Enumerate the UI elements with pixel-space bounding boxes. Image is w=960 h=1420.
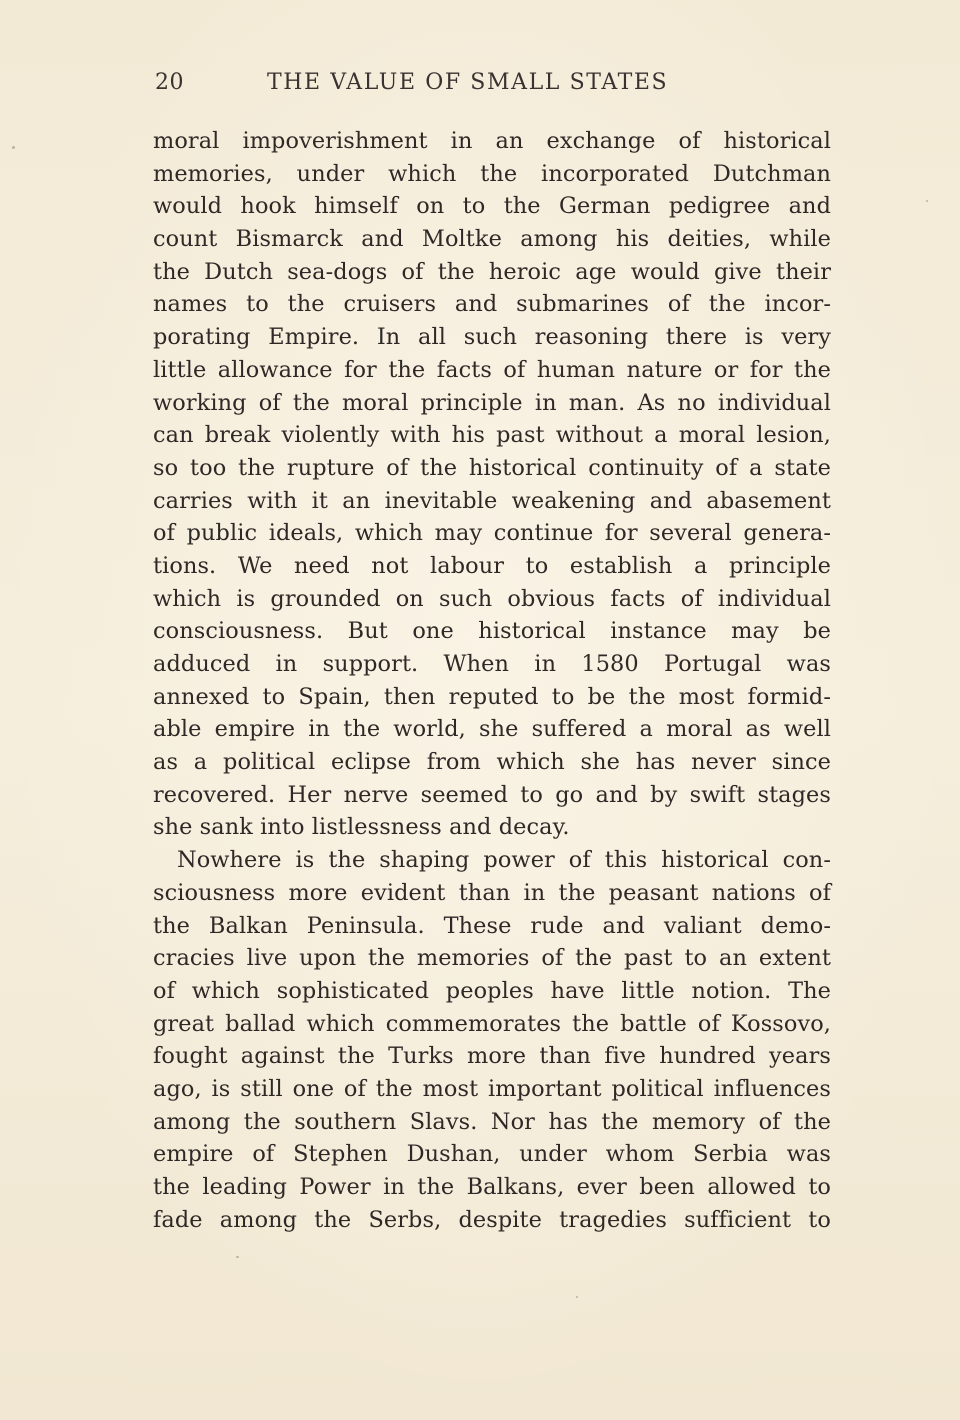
text-line: sciousness more evident than in the peasant nations of (153, 879, 831, 906)
text-line: she sank into listlessness and decay. (153, 814, 570, 841)
text-line: little allowance for the facts of human nature or for the (153, 356, 831, 383)
running-title: THE VALUE OF SMALL STATES (267, 70, 669, 95)
text-line: able empire in the world, she suffered a moral as well (153, 716, 831, 743)
paper-speck (12, 146, 15, 149)
text-line: the Dutch sea-dogs of the heroic age would give their (153, 258, 831, 285)
body-text (153, 125, 831, 1236)
text-line: which is grounded on such obvious facts of individual (153, 585, 831, 612)
text-line: cracies live upon the memories of the past to an extent (153, 945, 831, 972)
text-line: the leading Power in the Balkans, ever been allowed to (153, 1174, 831, 1200)
page-number: 20 (155, 70, 184, 95)
text-line: recovered. Her nerve seemed to go and by swift stages (153, 781, 831, 808)
text-line: count Bismarck and Moltke among his deities, while (153, 226, 831, 253)
text-line: names to the cruisers and submarines of the incor- (153, 291, 831, 318)
text-line: carries with it an inevitable weakening and abasement (153, 487, 831, 514)
text-line: as a political eclipse from which she has never since (153, 749, 831, 776)
page-header (155, 70, 830, 106)
text-line: working of the moral principle in man. As no individual (153, 389, 831, 416)
paper-speck (926, 200, 928, 202)
text-line: ago, is still one of the most important political influences (153, 1075, 831, 1102)
text-line: adduced in support. When in 1580 Portugal was (153, 651, 831, 677)
text-line: would hook himself on to the German pedigree and (153, 193, 831, 220)
text-line: memories, under which the incorporated Dutchman (153, 160, 831, 187)
text-line: among the southern Slavs. Nor has the memory of the (153, 1108, 831, 1135)
text-line: of which sophisticated peoples have little notion. The (153, 977, 831, 1004)
text-line: the Balkan Peninsula. These rude and valiant demo- (153, 912, 831, 939)
text-line: moral impoverishment in an exchange of historical (153, 128, 831, 154)
text-line: fought against the Turks more than five hundred years (153, 1043, 831, 1070)
paper-speck (236, 1256, 239, 1258)
text-line: can break violently with his past without a moral lesion, (153, 422, 831, 449)
text-line: tions. We need not labour to establish a principle (153, 552, 831, 579)
text-line: fade among the Serbs, despite tragedies sufficient to (153, 1206, 831, 1233)
text-line: porating Empire. In all such reasoning there is very (153, 324, 831, 351)
text-line: so too the rupture of the historical continuity of a state (153, 454, 831, 481)
text-line: consciousness. But one historical instance may be (153, 618, 831, 645)
paper-speck (576, 1296, 578, 1298)
text-line: of public ideals, which may continue for several genera- (153, 520, 831, 547)
text-line: annexed to Spain, then reputed to be the most formid- (153, 683, 831, 710)
text-line: great ballad which commemorates the battle of Kossovo, (153, 1010, 831, 1037)
text-line: empire of Stephen Dushan, under whom Serbia was (153, 1141, 831, 1168)
text-line: Nowhere is the shaping power of this historical con- (177, 847, 831, 874)
